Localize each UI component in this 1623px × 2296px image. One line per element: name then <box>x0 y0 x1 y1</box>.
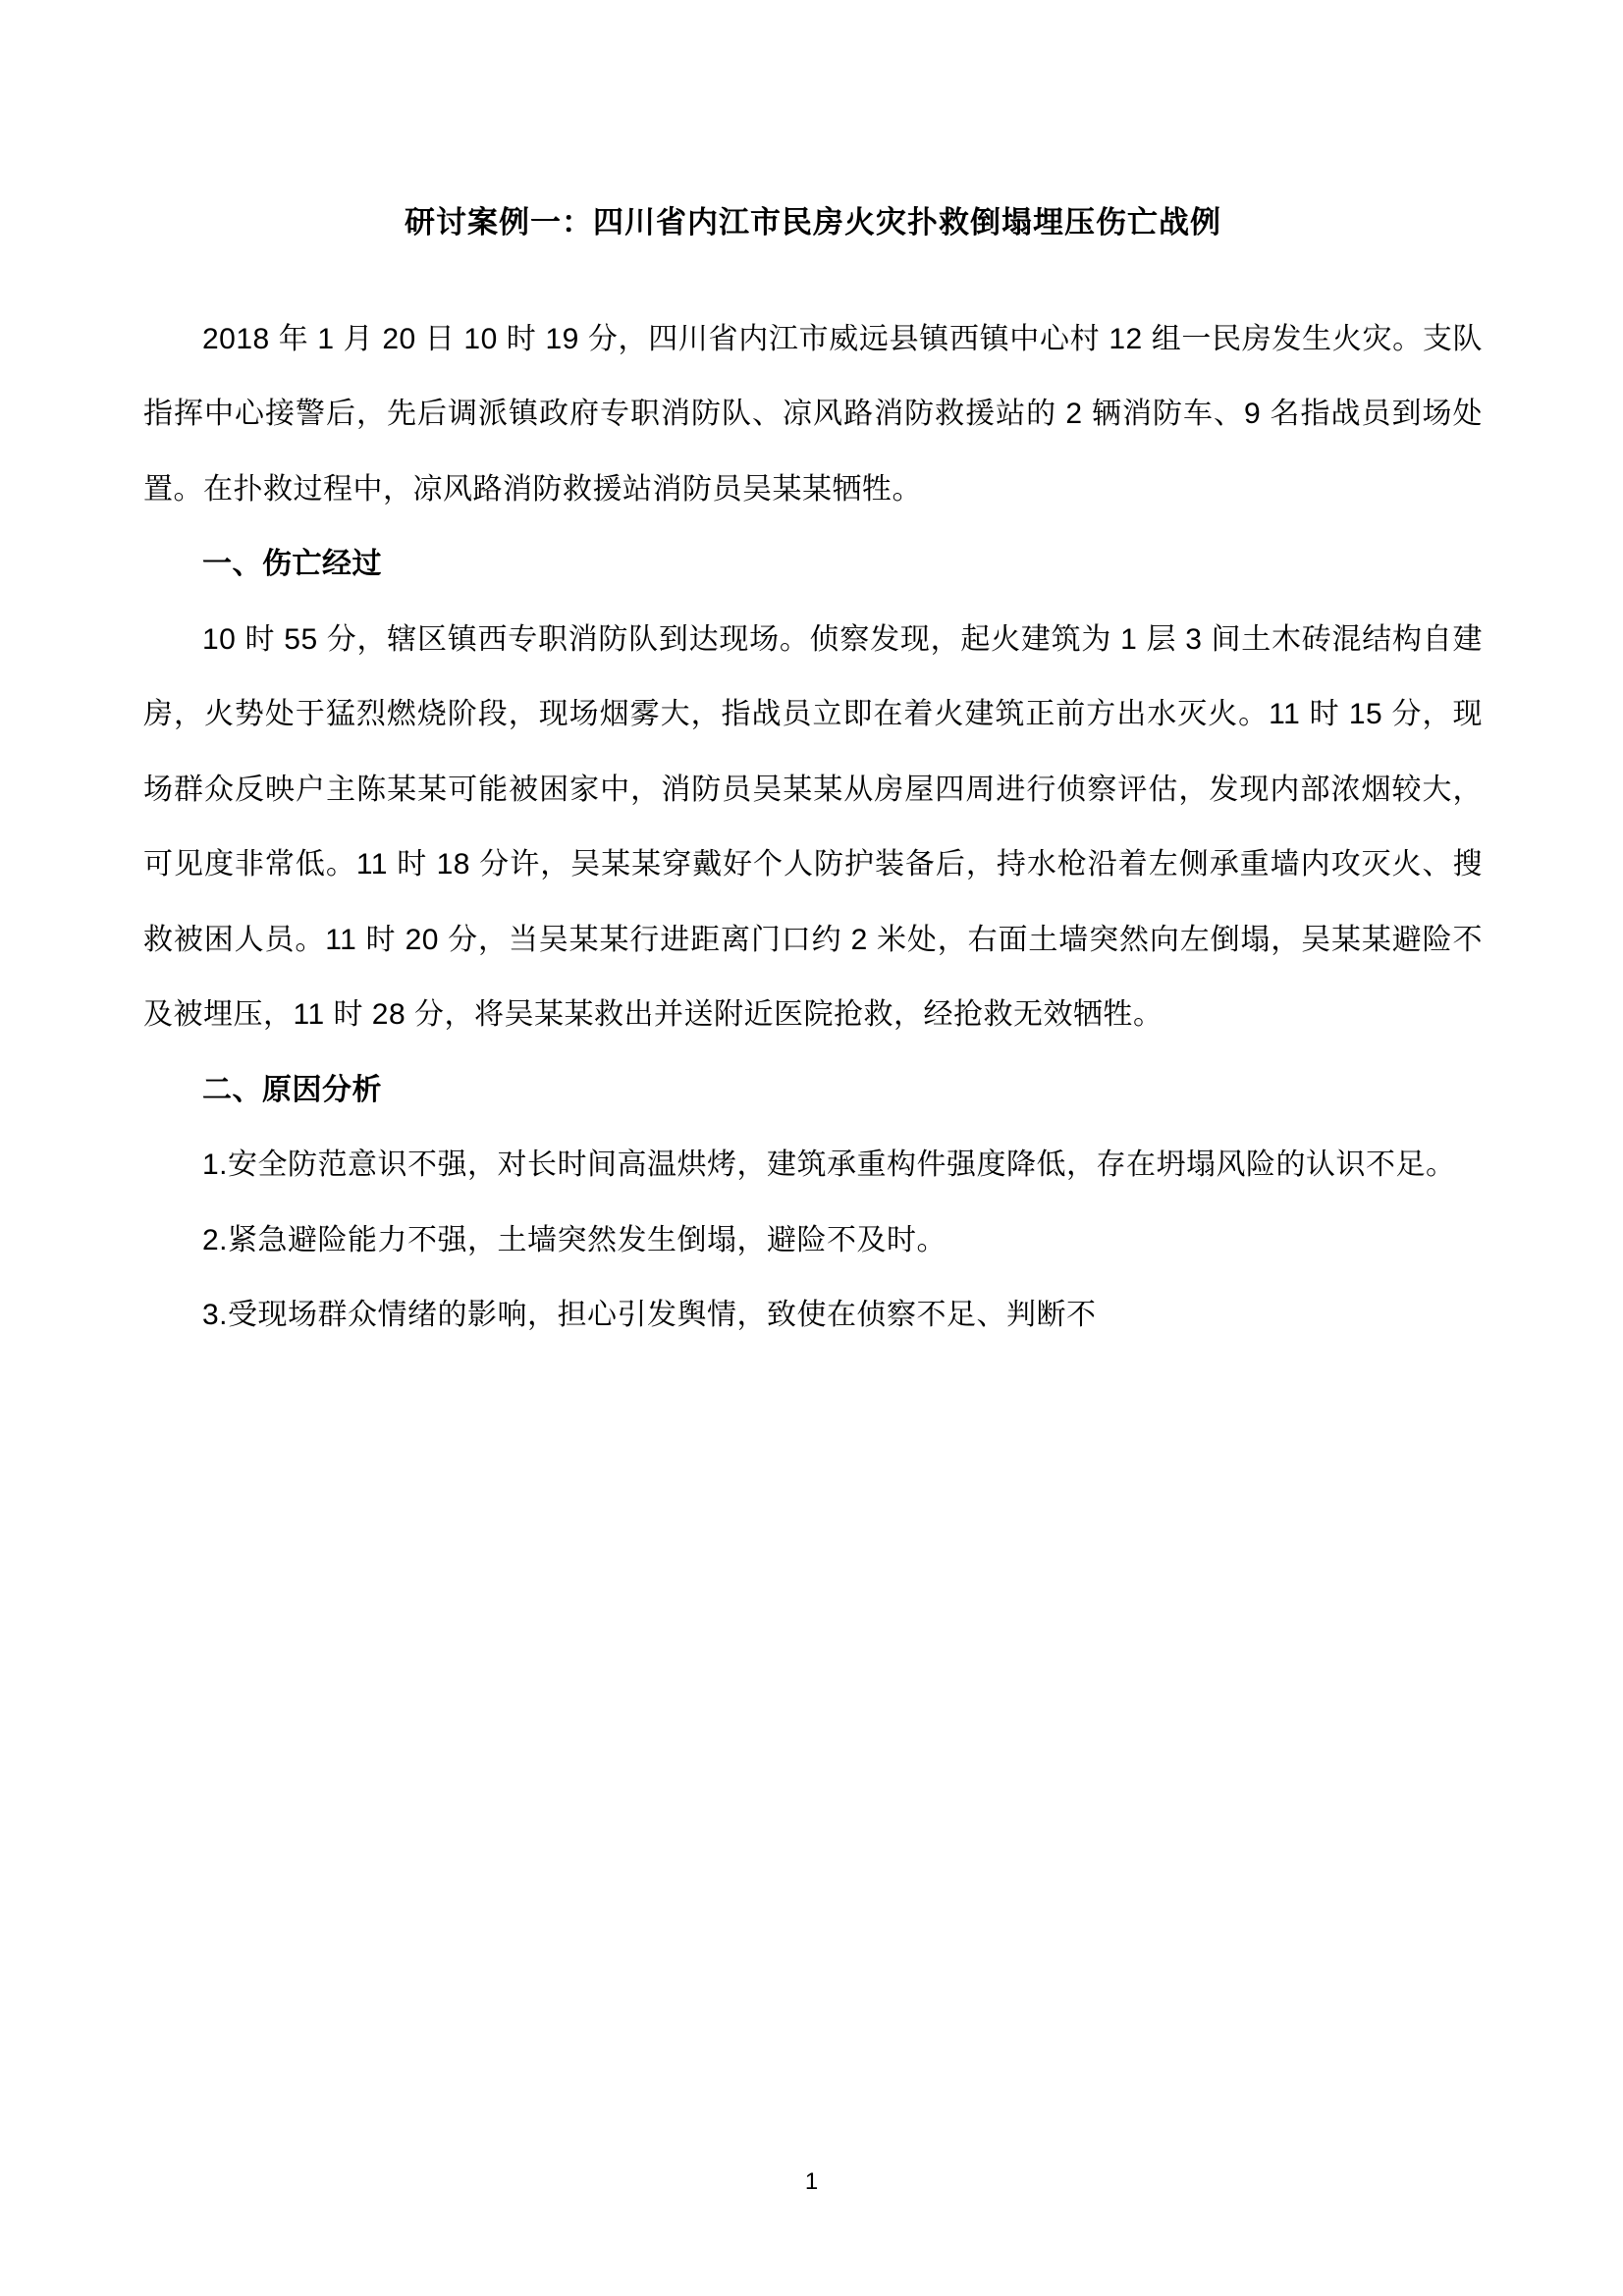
paragraph-casualty-process: 10 时 55 分，辖区镇西专职消防队到达现场。侦察发现，起火建筑为 1 层 3 间土木砖混结构自建房，火势处于猛烈燃烧阶段，现场烟雾大，指战员立即在着火建筑正前方出水灭火。11 时 15 分，现场群众反映户主陈某某可能被困家中，消防员吴某某从房屋四周进行侦察评估，发现内部浓烟较大，可见度非常低。11 时 18 分许，吴某某穿戴好个人防护装备后，持水枪沿着左侧承重墙内攻灭火、搜救被困人员。11 时 20 分，当吴某某行进距离门口约 2 米处，右面土墙突然向左倒塌，吴某某避险不及被埋压，11 时 28 分，将吴某某救出并送附近医院抢救，经抢救无效牺牲。 <box>143 622 1483 1032</box>
page-number: 1 <box>804 2168 819 2195</box>
paragraph-cause-1: 1.安全防范意识不强，对长时间高温烘烤，建筑承重构件强度降低，存在坍塌风险的认识不足。 <box>202 1148 1456 1182</box>
document-title: 研讨案例一：四川省内江市民房火灾扑救倒塌埋压伤亡战例 <box>405 205 1221 240</box>
section-heading-casualty-process: 一、伤亡经过 <box>202 548 382 581</box>
section-heading-cause-analysis: 二、原因分析 <box>202 1073 382 1106</box>
paragraph-cause-2: 2.紧急避险能力不强，土墙突然发生倒塌，避险不及时。 <box>202 1223 947 1256</box>
paragraph-incident-overview: 2018 年 1 月 20 日 10 时 19 分，四川省内江市威远县镇西镇中心村 12 组一民房发生火灾。支队指挥中心接警后，先后调派镇政府专职消防队、凉风路消防救援站的 2 辆消防车、9 名指战员到场处置。在扑救过程中，凉风路消防救援站消防员吴某某牺牲。 <box>143 322 1483 506</box>
paragraph-cause-3: 3.受现场群众情绪的影响，担心引发舆情，致使在侦察不足、判断不 <box>202 1299 1097 1332</box>
